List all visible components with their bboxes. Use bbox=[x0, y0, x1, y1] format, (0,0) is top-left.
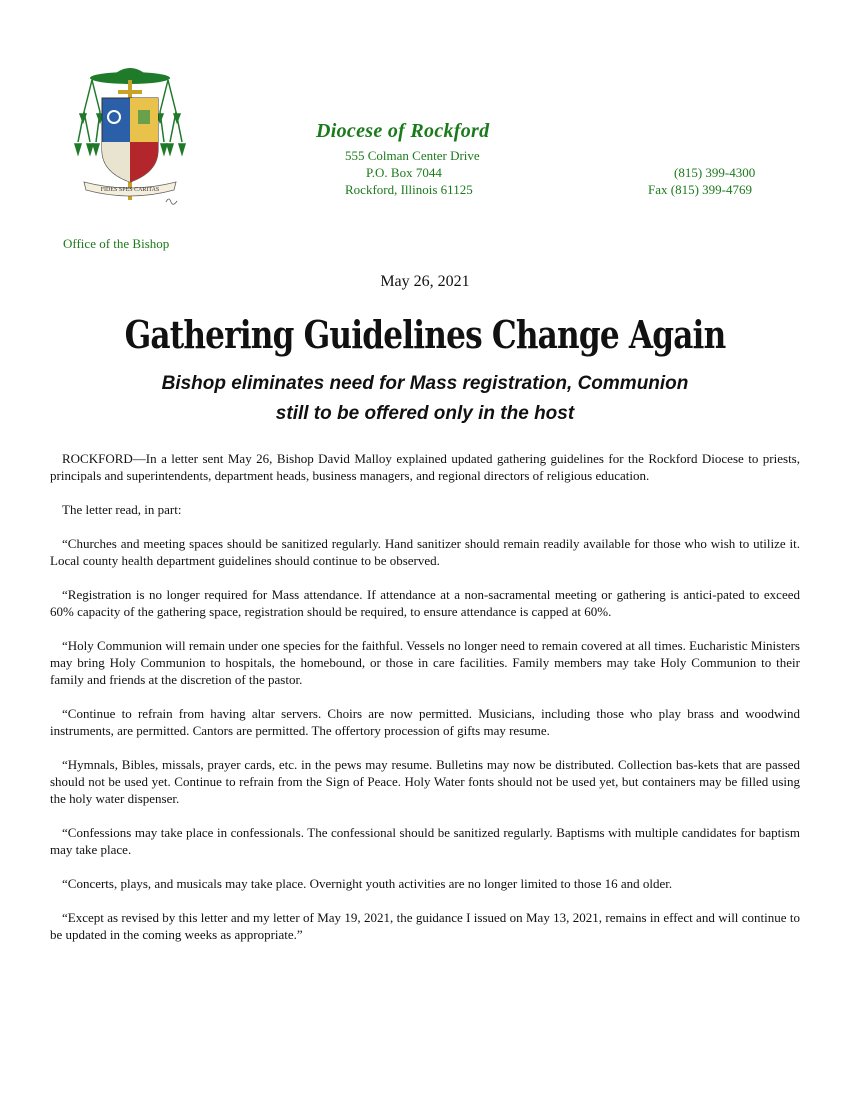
article-body bbox=[50, 450, 800, 960]
subheadline-line-2: still to be offered only in the host bbox=[275, 403, 575, 424]
paragraph-activities: “Concerts, plays, and musicals may take place. Overnight youth activities are no longer limited to those 16 and older. bbox=[62, 876, 673, 891]
diocese-name: Diocese of Rockford bbox=[316, 120, 490, 142]
paragraph-sanitizing: “Churches and meeting spaces should be sanitized regularly. Hand sanitizer should remain readily available for those who wish to utilize it. Local county health department guidelines should continue to be observed. bbox=[50, 536, 800, 568]
paragraph-communion: “Holy Communion will remain under one species for the faithful. Vessels no longer need to remain covered at all times. Eucharistic Ministers may bring Holy Communion to hospitals, the homebound, or those in care facilities. Family members may take Holy Communion to their family and friends at the discretion of the pastor. bbox=[50, 638, 800, 687]
phone-number: (815) 399-4300 bbox=[674, 165, 756, 180]
letter-date: May 26, 2021 bbox=[380, 273, 470, 290]
street-address: 555 Colman Center Drive bbox=[345, 148, 480, 163]
paragraph-confessions: “Confessions may take place in confessionals. The confessional should be sanitized regularly. Baptisms with multiple candidates for baptism may take place. bbox=[50, 825, 800, 857]
po-box: P.O. Box 7044 bbox=[366, 165, 442, 180]
diocese-coat-of-arms bbox=[70, 62, 190, 212]
paragraph-pews: “Hymnals, Bibles, missals, prayer cards, etc. in the pews may resume. Bulletins may now be distributed. Collection bas-kets that are passed should not be used yet. Continue to refrain from the Sign of Peace. Holy Water fonts should not be used yet, but containers may be filled using the holy water dispenser. bbox=[50, 757, 800, 806]
crest-motto-text: FIDES SPES CARITAS bbox=[100, 187, 160, 193]
paragraph-music: “Continue to refrain from having altar servers. Choirs are now permitted. Musicians, including those who play brass and woodwind instruments, are permitted. Cantors are permitted. The offertory procession of gifts may resume. bbox=[50, 706, 800, 738]
subheadline-line-1: Bishop eliminates need for Mass registration, Communion bbox=[161, 373, 689, 394]
paragraph-registration: “Registration is no longer required for Mass attendance. If attendance at a non-sacramental meeting or gathering is antici-pated to exceed 60% capacity of the gathering space, registration should be required, to ensure attendance is capped at 60%. bbox=[50, 587, 800, 619]
paragraph-intro: ROCKFORD—In a letter sent May 26, Bishop David Malloy explained updated gathering guidelines for the Rockford Diocese to priests, principals and superintendents, department heads, business managers, and regional directors of religious education. bbox=[50, 451, 800, 483]
office-label: Office of the Bishop bbox=[63, 236, 170, 251]
headline: Gathering Guidelines Change Again bbox=[124, 312, 726, 357]
paragraph-letter-read: The letter read, in part: bbox=[62, 502, 182, 517]
fax-number: Fax (815) 399-4769 bbox=[648, 182, 752, 197]
paragraph-closing: “Except as revised by this letter and my letter of May 19, 2021, the guidance I issued on May 13, 2021, remains in effect and will continue to be updated in the coming weeks as appropriate.” bbox=[50, 910, 800, 942]
city-state-zip: Rockford, Illinois 61125 bbox=[345, 182, 473, 197]
